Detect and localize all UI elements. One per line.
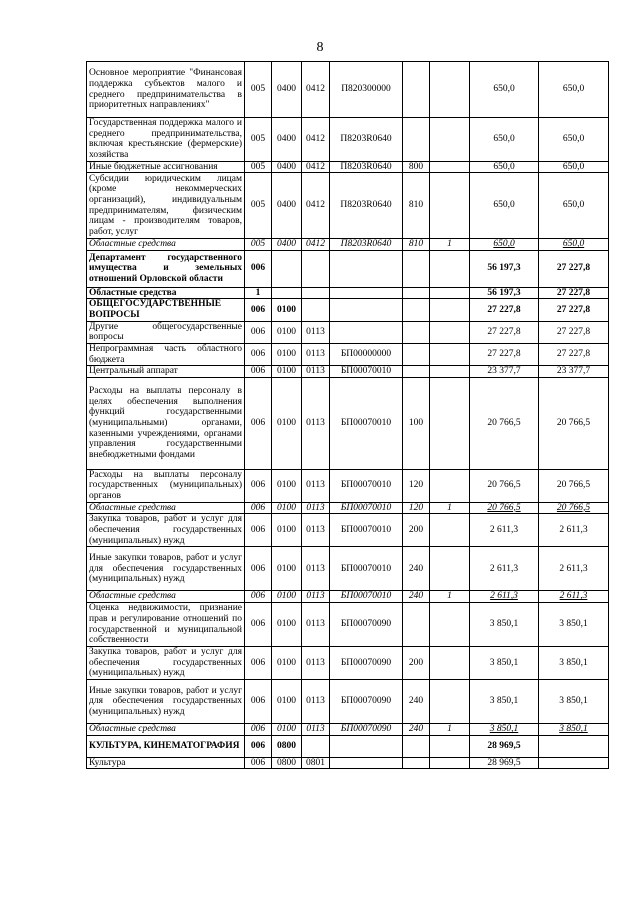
row-source-code: [430, 287, 470, 299]
row-sum-year-1: 650,0: [470, 118, 539, 162]
table-row: [87, 343, 609, 365]
row-ved-code: 006: [245, 343, 272, 365]
row-expense-type-code: [403, 366, 430, 378]
row-ved-code: 005: [245, 118, 272, 162]
row-sum-year-1: 2 611,3: [470, 514, 539, 547]
row-expense-type-code: 800: [403, 161, 430, 173]
row-subsection-code: 0113: [302, 724, 330, 736]
row-expense-type-code: 240: [403, 680, 430, 724]
row-sum-year-2: [539, 757, 609, 769]
table-row: [87, 591, 609, 603]
table-row: [87, 299, 609, 321]
row-sum-year-1: 27 227,8: [470, 299, 539, 321]
row-source-code: [430, 343, 470, 365]
row-target-article-code: [330, 250, 403, 287]
row-source-code: [430, 250, 470, 287]
row-source-code: [430, 299, 470, 321]
row-subsection-code: 0113: [302, 377, 330, 469]
row-expense-type-code: 200: [403, 647, 430, 680]
row-target-article-code: БП00070010: [330, 514, 403, 547]
row-sum-year-2: 3 850,1: [539, 680, 609, 724]
row-expense-type-code: 200: [403, 514, 430, 547]
row-ved-code: 006: [245, 680, 272, 724]
row-section-code: 0400: [272, 173, 302, 239]
row-expense-type-code: 240: [403, 724, 430, 736]
row-subsection-code: 0113: [302, 591, 330, 603]
row-ved-code: 006: [245, 735, 272, 757]
table-row: [87, 547, 609, 591]
row-expense-type-code: 120: [403, 502, 430, 514]
row-source-code: [430, 547, 470, 591]
row-ved-code: 006: [245, 757, 272, 769]
row-target-article-code: БП00070010: [330, 377, 403, 469]
row-target-article-code: БП00000000: [330, 343, 403, 365]
row-source-code: [430, 735, 470, 757]
row-section-code: 0100: [272, 377, 302, 469]
row-section-code: 0400: [272, 62, 302, 118]
row-source-code: [430, 377, 470, 469]
row-section-code: 0100: [272, 321, 302, 343]
row-expense-type-code: 120: [403, 469, 430, 502]
budget-table: [86, 61, 609, 769]
row-subsection-code: 0113: [302, 603, 330, 647]
budget-table-body: [87, 62, 609, 769]
table-row: [87, 502, 609, 514]
row-subsection-code: 0113: [302, 502, 330, 514]
row-subsection-code: [302, 250, 330, 287]
row-section-code: 0100: [272, 647, 302, 680]
row-sum-year-2: 23 377,7: [539, 366, 609, 378]
table-row: [87, 161, 609, 173]
row-section-code: 0100: [272, 299, 302, 321]
row-name: Областные средства: [87, 287, 245, 299]
table-row: [87, 173, 609, 239]
row-subsection-code: 0412: [302, 62, 330, 118]
row-expense-type-code: [403, 735, 430, 757]
row-subsection-code: [302, 735, 330, 757]
row-section-code: 0100: [272, 366, 302, 378]
row-sum-year-1: 28 969,5: [470, 735, 539, 757]
row-subsection-code: 0113: [302, 321, 330, 343]
row-section-code: [272, 250, 302, 287]
row-section-code: 0100: [272, 591, 302, 603]
row-sum-year-2: 3 850,1: [539, 603, 609, 647]
table-row: [87, 680, 609, 724]
row-sum-year-1: 650,0: [470, 161, 539, 173]
row-subsection-code: 0113: [302, 647, 330, 680]
page-number: 8: [316, 40, 324, 55]
row-sum-year-2: 3 850,1: [539, 647, 609, 680]
row-sum-year-1: 20 766,5: [470, 502, 539, 514]
row-expense-type-code: [403, 62, 430, 118]
row-source-code: [430, 757, 470, 769]
row-name: Государственная поддержка малого и среднего предпринимательства, включая крестьянские (фермерские) хозяйства: [87, 118, 245, 162]
row-sum-year-2: 20 766,5: [539, 377, 609, 469]
row-section-code: [272, 287, 302, 299]
row-target-article-code: БП00070010: [330, 547, 403, 591]
row-sum-year-2: 650,0: [539, 161, 609, 173]
row-expense-type-code: [403, 343, 430, 365]
row-subsection-code: 0412: [302, 118, 330, 162]
row-name: Департамент государственного имущества и земельных отношений Орловской области: [87, 250, 245, 287]
row-name: Областные средства: [87, 591, 245, 603]
row-sum-year-2: 2 611,3: [539, 591, 609, 603]
row-name: Центральный аппарат: [87, 366, 245, 378]
table-row: [87, 724, 609, 736]
row-target-article-code: БП00070010: [330, 366, 403, 378]
row-source-code: [430, 366, 470, 378]
row-section-code: 0800: [272, 735, 302, 757]
row-source-code: 1: [430, 724, 470, 736]
row-name: ОБЩЕГОСУДАРСТВЕННЫЕ ВОПРОСЫ: [87, 299, 245, 321]
row-sum-year-2: 27 227,8: [539, 343, 609, 365]
row-target-article-code: [330, 321, 403, 343]
table-row: [87, 377, 609, 469]
table-row: [87, 514, 609, 547]
row-target-article-code: БП00070090: [330, 724, 403, 736]
row-source-code: [430, 647, 470, 680]
row-name: Культура: [87, 757, 245, 769]
row-source-code: [430, 321, 470, 343]
row-target-article-code: БП00070010: [330, 591, 403, 603]
row-section-code: 0100: [272, 680, 302, 724]
row-name: Закупка товаров, работ и услуг для обеспечения государственных (муниципальных) нужд: [87, 647, 245, 680]
row-sum-year-2: 650,0: [539, 118, 609, 162]
row-name: Основное мероприятие "Финансовая поддержка субъектов малого и среднего предпринимательства в приоритетных направлениях": [87, 62, 245, 118]
row-subsection-code: 0113: [302, 469, 330, 502]
row-sum-year-1: 2 611,3: [470, 547, 539, 591]
row-source-code: 1: [430, 591, 470, 603]
row-expense-type-code: [403, 250, 430, 287]
row-ved-code: 006: [245, 377, 272, 469]
row-sum-year-2: 2 611,3: [539, 547, 609, 591]
row-ved-code: 005: [245, 161, 272, 173]
row-name: Закупка товаров, работ и услуг для обеспечения государственных (муниципальных) нужд: [87, 514, 245, 547]
row-expense-type-code: 240: [403, 591, 430, 603]
row-source-code: 1: [430, 239, 470, 251]
row-section-code: 0800: [272, 757, 302, 769]
row-name: Другие общегосударственные вопросы: [87, 321, 245, 343]
row-target-article-code: БП00070090: [330, 603, 403, 647]
row-source-code: [430, 173, 470, 239]
row-sum-year-2: 20 766,5: [539, 502, 609, 514]
row-subsection-code: 0113: [302, 343, 330, 365]
row-subsection-code: 0113: [302, 680, 330, 724]
row-sum-year-2: 650,0: [539, 173, 609, 239]
table-row: [87, 647, 609, 680]
row-target-article-code: П8203R0640: [330, 173, 403, 239]
row-expense-type-code: [403, 321, 430, 343]
row-ved-code: 006: [245, 647, 272, 680]
row-sum-year-1: 3 850,1: [470, 724, 539, 736]
row-sum-year-2: 3 850,1: [539, 724, 609, 736]
row-name: Субсидии юридическим лицам (кроме некоммерческих организаций), индивидуальным предпринимателям, физическим лицам - производителям товаров, работ, услуг: [87, 173, 245, 239]
row-sum-year-1: 23 377,7: [470, 366, 539, 378]
row-name: Областные средства: [87, 502, 245, 514]
table-row: [87, 735, 609, 757]
row-sum-year-2: 27 227,8: [539, 250, 609, 287]
row-sum-year-1: 56 197,3: [470, 250, 539, 287]
row-sum-year-2: 20 766,5: [539, 469, 609, 502]
row-subsection-code: 0801: [302, 757, 330, 769]
row-target-article-code: [330, 299, 403, 321]
table-row: [87, 287, 609, 299]
row-section-code: 0400: [272, 239, 302, 251]
row-subsection-code: [302, 299, 330, 321]
row-section-code: 0400: [272, 118, 302, 162]
table-row: [87, 239, 609, 251]
row-ved-code: 006: [245, 366, 272, 378]
row-name: Областные средства: [87, 724, 245, 736]
row-section-code: 0100: [272, 514, 302, 547]
row-target-article-code: П8203R0640: [330, 118, 403, 162]
row-ved-code: 006: [245, 547, 272, 591]
row-ved-code: 006: [245, 603, 272, 647]
row-name: КУЛЬТУРА, КИНЕМАТОГРАФИЯ: [87, 735, 245, 757]
row-sum-year-1: 27 227,8: [470, 343, 539, 365]
row-sum-year-1: 2 611,3: [470, 591, 539, 603]
row-subsection-code: 0412: [302, 173, 330, 239]
table-row: [87, 366, 609, 378]
row-source-code: [430, 680, 470, 724]
row-ved-code: 005: [245, 62, 272, 118]
row-subsection-code: 0412: [302, 239, 330, 251]
row-target-article-code: БП00070010: [330, 502, 403, 514]
row-sum-year-1: 3 850,1: [470, 603, 539, 647]
row-sum-year-2: 2 611,3: [539, 514, 609, 547]
row-ved-code: 005: [245, 173, 272, 239]
row-expense-type-code: 810: [403, 239, 430, 251]
row-section-code: 0100: [272, 603, 302, 647]
row-expense-type-code: 240: [403, 547, 430, 591]
row-section-code: 0100: [272, 724, 302, 736]
row-sum-year-1: 56 197,3: [470, 287, 539, 299]
row-name: Иные бюджетные ассигнования: [87, 161, 245, 173]
row-target-article-code: П8203R0640: [330, 161, 403, 173]
row-ved-code: 005: [245, 239, 272, 251]
row-expense-type-code: [403, 287, 430, 299]
table-row: [87, 757, 609, 769]
row-sum-year-1: 3 850,1: [470, 647, 539, 680]
row-expense-type-code: [403, 603, 430, 647]
row-target-article-code: БП00070090: [330, 647, 403, 680]
row-source-code: [430, 118, 470, 162]
table-row: [87, 250, 609, 287]
row-expense-type-code: 810: [403, 173, 430, 239]
row-expense-type-code: [403, 299, 430, 321]
row-sum-year-2: [539, 735, 609, 757]
row-target-article-code: [330, 287, 403, 299]
row-source-code: [430, 469, 470, 502]
row-ved-code: 006: [245, 469, 272, 502]
row-sum-year-2: 27 227,8: [539, 287, 609, 299]
row-name: Иные закупки товаров, работ и услуг для обеспечения государственных (муниципальных) нужд: [87, 547, 245, 591]
row-name: Оценка недвижимости, признание прав и регулирование отношений по государственной и муниципальной собственности: [87, 603, 245, 647]
row-ved-code: 1: [245, 287, 272, 299]
row-section-code: 0100: [272, 547, 302, 591]
row-source-code: [430, 514, 470, 547]
row-name: Непрограммная часть областного бюджета: [87, 343, 245, 365]
row-sum-year-1: 27 227,8: [470, 321, 539, 343]
row-sum-year-2: 650,0: [539, 62, 609, 118]
row-ved-code: 006: [245, 321, 272, 343]
row-source-code: [430, 62, 470, 118]
row-subsection-code: 0113: [302, 514, 330, 547]
row-target-article-code: [330, 735, 403, 757]
row-section-code: 0100: [272, 343, 302, 365]
row-section-code: 0400: [272, 161, 302, 173]
row-name: Областные средства: [87, 239, 245, 251]
table-row: [87, 321, 609, 343]
table-row: [87, 603, 609, 647]
row-subsection-code: [302, 287, 330, 299]
row-name: Расходы на выплаты персоналу в целях обеспечения выполнения функций государственными (муниципальными) органами, казенными учреждениями, органами управления государственными внебюджетными фондами: [87, 377, 245, 469]
row-section-code: 0100: [272, 469, 302, 502]
row-sum-year-1: 650,0: [470, 62, 539, 118]
row-expense-type-code: [403, 757, 430, 769]
row-section-code: 0100: [272, 502, 302, 514]
row-source-code: [430, 603, 470, 647]
row-subsection-code: 0113: [302, 366, 330, 378]
row-sum-year-1: 650,0: [470, 239, 539, 251]
row-ved-code: 006: [245, 591, 272, 603]
row-sum-year-1: 28 969,5: [470, 757, 539, 769]
row-subsection-code: 0412: [302, 161, 330, 173]
row-ved-code: 006: [245, 299, 272, 321]
row-target-article-code: БП00070090: [330, 680, 403, 724]
row-name: Расходы на выплаты персоналу государственных (муниципальных) органов: [87, 469, 245, 502]
row-ved-code: 006: [245, 724, 272, 736]
row-ved-code: 006: [245, 502, 272, 514]
row-source-code: [430, 161, 470, 173]
row-sum-year-2: 27 227,8: [539, 299, 609, 321]
row-sum-year-2: 27 227,8: [539, 321, 609, 343]
row-sum-year-1: 20 766,5: [470, 469, 539, 502]
row-subsection-code: 0113: [302, 547, 330, 591]
row-sum-year-1: 650,0: [470, 173, 539, 239]
row-source-code: 1: [430, 502, 470, 514]
row-name: Иные закупки товаров, работ и услуг для обеспечения государственных (муниципальных) нужд: [87, 680, 245, 724]
row-sum-year-2: 650,0: [539, 239, 609, 251]
row-ved-code: 006: [245, 250, 272, 287]
row-target-article-code: П8203R0640: [330, 239, 403, 251]
row-sum-year-1: 3 850,1: [470, 680, 539, 724]
row-expense-type-code: [403, 118, 430, 162]
row-sum-year-1: 20 766,5: [470, 377, 539, 469]
row-ved-code: 006: [245, 514, 272, 547]
row-expense-type-code: 100: [403, 377, 430, 469]
row-target-article-code: [330, 757, 403, 769]
table-row: [87, 469, 609, 502]
table-row: [87, 62, 609, 118]
table-row: [87, 118, 609, 162]
row-target-article-code: БП00070010: [330, 469, 403, 502]
row-target-article-code: П820300000: [330, 62, 403, 118]
